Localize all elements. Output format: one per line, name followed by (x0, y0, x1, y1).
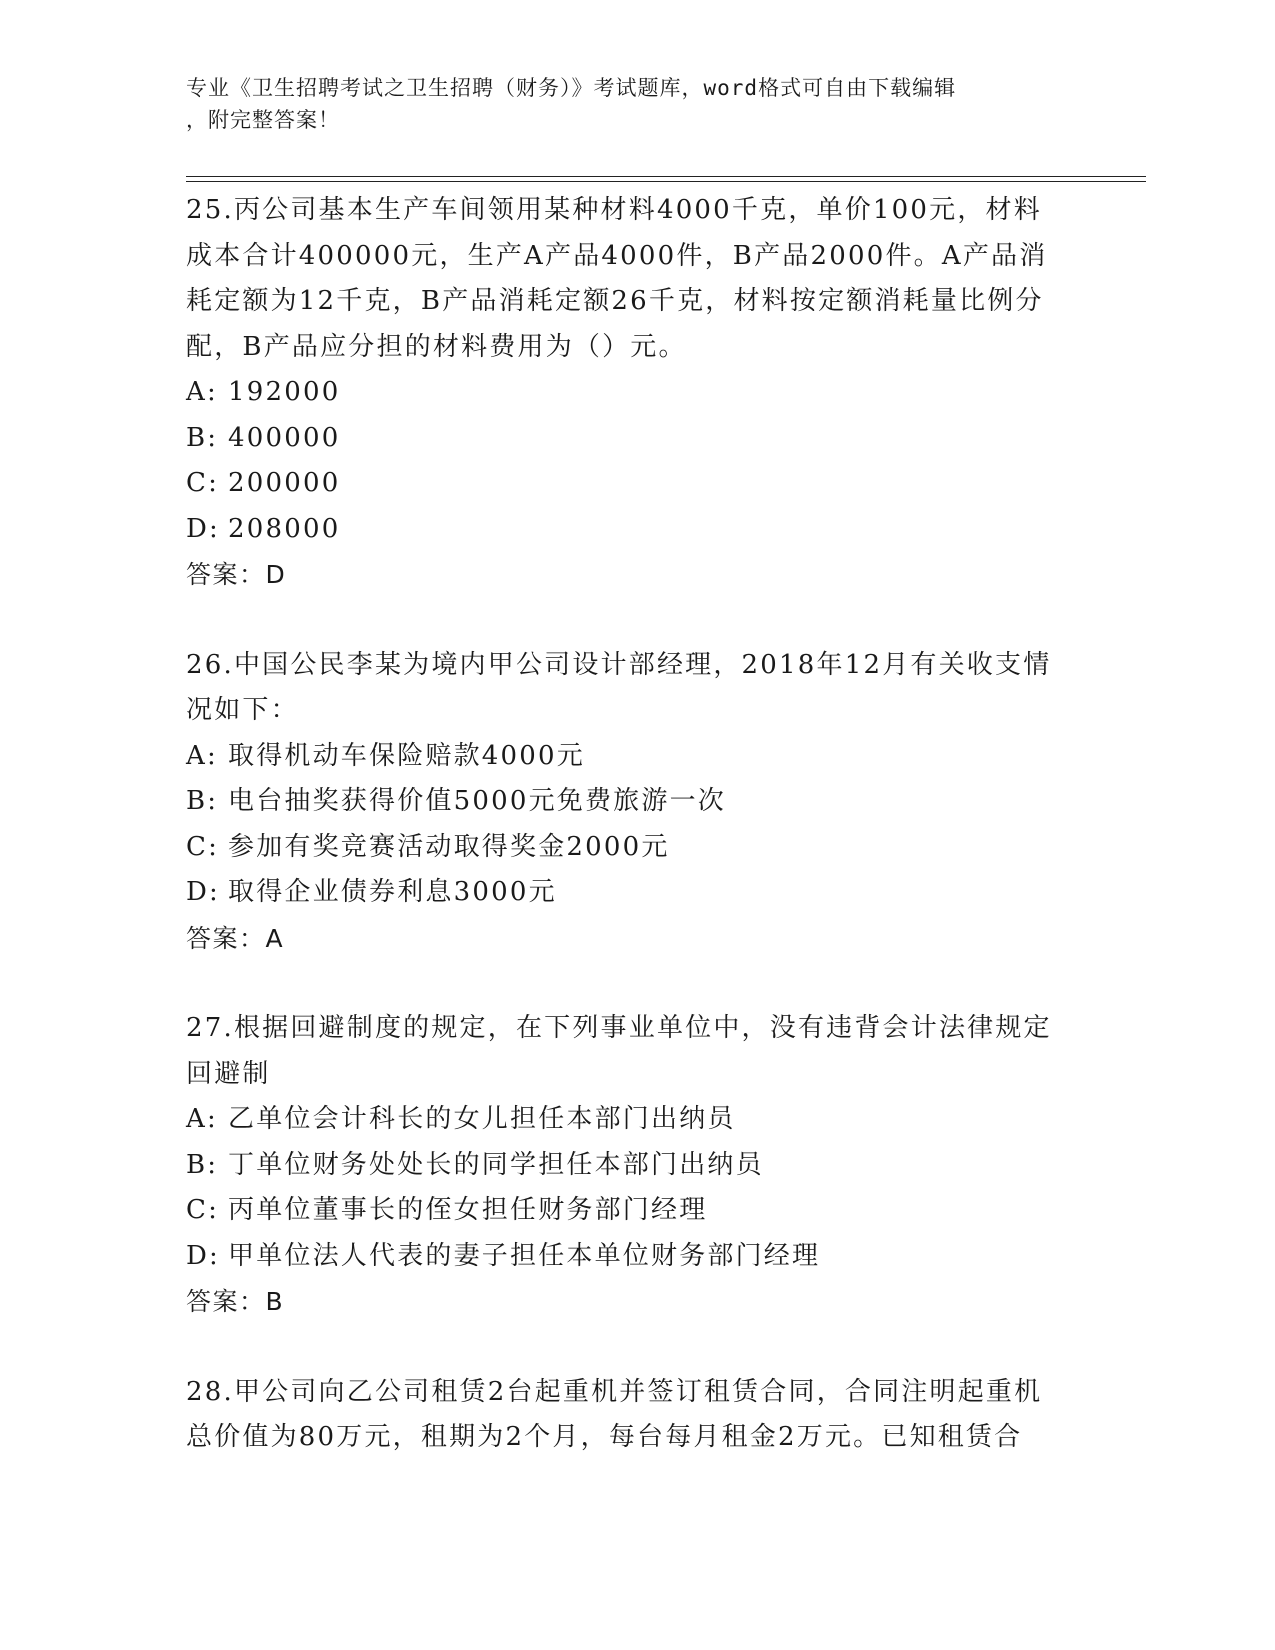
option-text: 200000 (228, 468, 341, 498)
option-key: B: (186, 422, 219, 453)
option-text: 参加有奖竞赛活动取得奖金2000元 (228, 831, 670, 862)
question-26-answer: 答案：A (186, 923, 285, 953)
question-25-option-b (186, 416, 1086, 462)
question-25 (186, 188, 1086, 598)
option-text: 甲单位法人代表的妻子担任本单位财务部门经理 (228, 1240, 821, 1271)
option-key: C: (186, 1195, 220, 1225)
question-28-stem (186, 1370, 1086, 1461)
question-25-line-4: 配，B产品应分担的材料费用为（）元。 (186, 331, 687, 362)
option-text: 乙单位会计科长的女儿担任本部门出纳员 (228, 1104, 736, 1134)
question-26-option-d (186, 870, 1086, 916)
question-25-line-1: 25.丙公司基本生产车间领用某种材料4000千克，单价100元，材料 (186, 195, 1042, 225)
question-25-option-a (186, 370, 1086, 416)
question-27-option-b (186, 1143, 1086, 1189)
option-key: D: (186, 1240, 221, 1271)
header-line-2: ，附完整答案！ (186, 108, 340, 132)
question-27-option-c (186, 1188, 1086, 1234)
option-key: A: (186, 1104, 218, 1134)
question-25-option-d (186, 507, 1086, 553)
question-26-line-1: 26.中国公民李某为境内甲公司设计部经理，2018年12月有关收支情 (186, 649, 1052, 680)
option-key: B: (186, 1149, 219, 1180)
document-header (186, 72, 1086, 136)
question-26-line-2: 况如下： (186, 695, 299, 725)
question-28-line-1: 28.甲公司向乙公司租赁2台起重机并签订租赁合同，合同注明起重机 (186, 1376, 1043, 1407)
option-text: 取得企业债券利息3000元 (228, 877, 557, 907)
question-27 (186, 1006, 1086, 1325)
question-25-stem (186, 188, 1086, 370)
option-text: 电台抽奖获得价值5000元免费旅游一次 (228, 786, 726, 816)
question-27-line-2: 回避制 (186, 1058, 271, 1089)
question-27-answer: 答案：B (186, 1287, 285, 1316)
option-key: D: (186, 513, 221, 544)
option-text: 192000 (228, 377, 341, 407)
question-26-option-a (186, 734, 1086, 780)
option-text: 取得机动车保险赔款4000元 (228, 740, 585, 771)
question-list (186, 188, 1086, 1461)
question-27-option-d (186, 1234, 1086, 1280)
question-27-option-a (186, 1097, 1086, 1143)
option-text: 丁单位财务处处长的同学担任本部门出纳员 (228, 1149, 764, 1180)
question-28-line-2: 总价值为80万元，租期为2个月，每台每月租金2万元。已知租赁合 (186, 1422, 1023, 1452)
question-26 (186, 643, 1086, 962)
option-key: D: (186, 877, 221, 907)
question-26-option-c (186, 825, 1086, 871)
question-28 (186, 1370, 1086, 1461)
option-key: B: (186, 786, 219, 816)
option-text: 丙单位董事长的侄女担任财务部门经理 (228, 1195, 708, 1225)
option-key: C: (186, 831, 220, 862)
option-key: A: (186, 377, 218, 407)
question-25-answer: 答案：D (186, 560, 287, 589)
question-27-line-1: 27.根据回避制度的规定，在下列事业单位中，没有违背会计法律规定 (186, 1013, 1052, 1043)
header-line-1: 专业《卫生招聘考试之卫生招聘（财务）》考试题库，word格式可自由下载编辑 (186, 76, 957, 100)
header-divider-bottom (186, 181, 1146, 182)
header-divider-top (186, 176, 1146, 177)
option-text: 208000 (228, 513, 341, 544)
question-26-option-b (186, 779, 1086, 825)
question-26-stem (186, 643, 1086, 734)
option-key: C: (186, 468, 220, 498)
option-text: 400000 (228, 422, 341, 453)
question-25-line-3: 耗定额为12千克，B产品消耗定额26千克，材料按定额消耗量比例分 (186, 286, 1044, 316)
question-25-line-2: 成本合计400000元，生产A产品4000件，B产品2000件。A产品消 (186, 240, 1048, 271)
question-25-option-c (186, 461, 1086, 507)
option-key: A: (186, 740, 218, 771)
question-27-stem (186, 1006, 1086, 1097)
